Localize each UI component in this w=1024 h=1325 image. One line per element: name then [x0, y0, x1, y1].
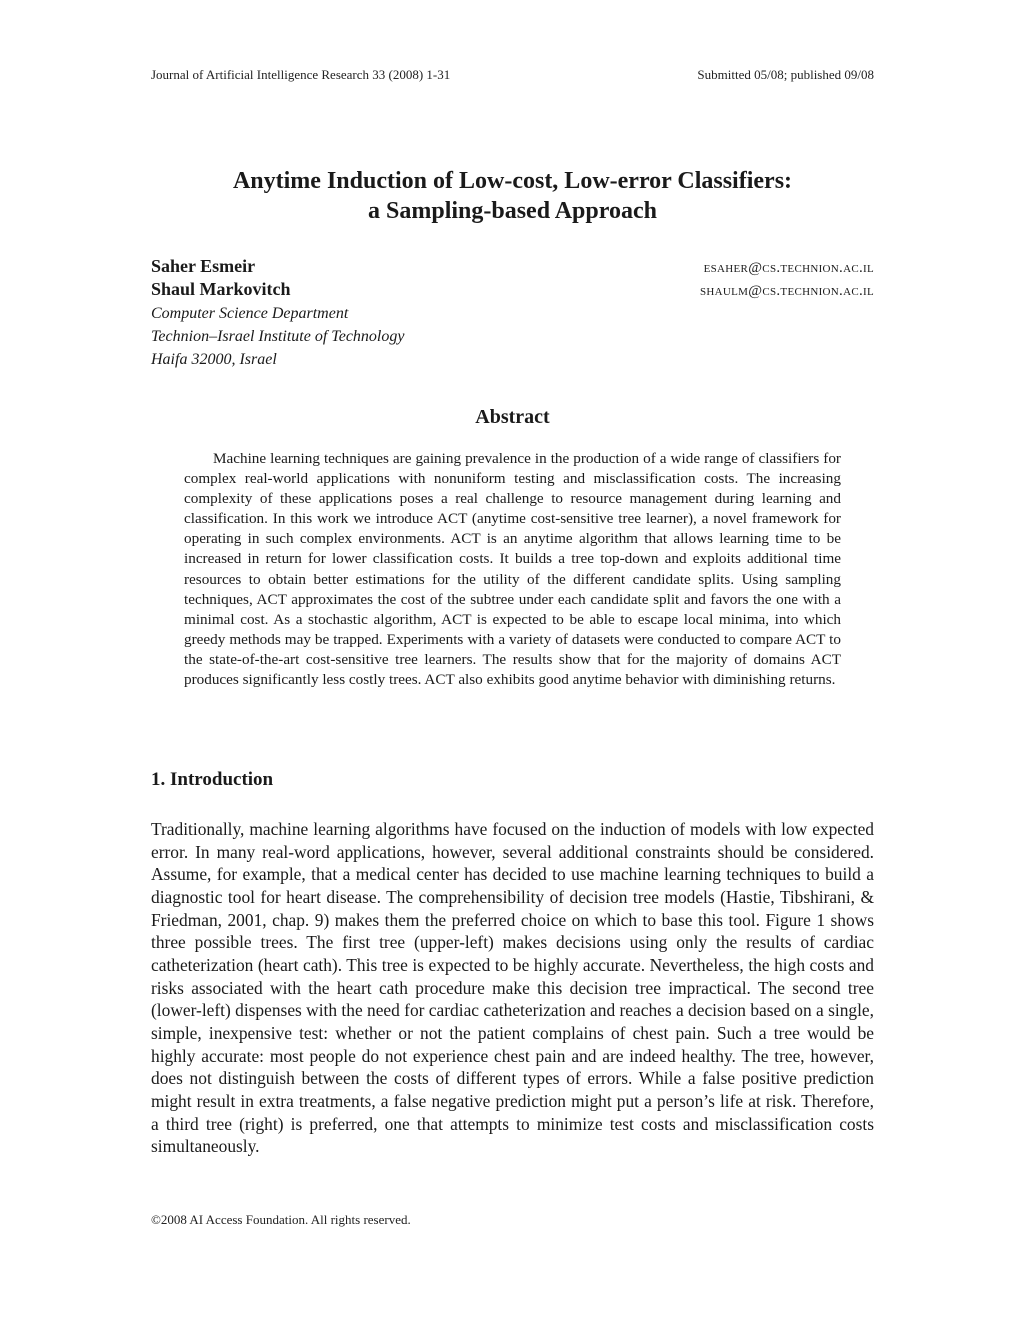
running-head	[151, 67, 874, 83]
author-email: esaher@cs.technion.ac.il	[703, 260, 874, 276]
author-email: shaulm@cs.technion.ac.il	[699, 283, 874, 299]
title-line-1: Anytime Induction of Low-cost, Low-error Classifiers:	[232, 168, 793, 194]
submission-dates: Submitted 05/08; published 09/08	[697, 67, 874, 82]
affiliation-department: Computer Science Department	[151, 305, 349, 322]
author-block	[151, 256, 874, 371]
paper-title	[151, 166, 874, 226]
abstract-text: Machine learning techniques are gaining prevalence in the production of a wide range of classifiers for complex real-world applications with nonuniform testing and misclassification costs. The increasing complexity of these applications poses a real challenge to resource management during learning and classification. In this work we introduce ACT (anytime cost-sensitive tree learner), a novel framework for operating in such complex environments. ACT is an anytime algorithm that allows learning time to be increased in return for lower classification costs. It builds a tree top-down and exploits additional time resources to obtain better estimations for the utility of the different candidate splits. Using sampling techniques, ACT approximates the cost of the subtree under each candidate split and favors the one with a minimal cost. As a stochastic algorithm, ACT is expected to be able to escape local minima, into which greedy methods may be trapped. Experiments with a variety of datasets were conducted to compare ACT to the state-of-the-art cost-sensitive tree learners. The results show that for the majority of domains ACT produces significantly less costly trees. ACT also exhibits good anytime behavior with diminishing returns.	[184, 450, 841, 689]
author-name: Saher Esmeir	[151, 256, 256, 276]
affiliation-institute: Technion–Israel Institute of Technology	[151, 328, 405, 345]
author-row	[151, 279, 874, 302]
abstract-heading: Abstract	[475, 406, 550, 428]
introduction-text: Traditionally, machine learning algorithms have focused on the induction of models with low expected error. In many real-word applications, however, several additional constraints should be considered. Assume, for example, that a medical center has decided to use machine learning techniques to build a diagnostic tool for heart disease. The comprehensibility of decision tree models (Hastie, Tibshirani, & Friedman, 2001, chap. 9) makes them the preferred choice on which to base this tool. Figure 1 shows three possible trees. The first tree (upper-left) makes decisions using only the results of cardiac catheterization (heart cath). This tree is expected to be highly accurate. Nevertheless, the high costs and risks associated with the heart cath procedure make this decision tree impractical. The second tree (lower-left) dispenses with the need for cardiac catheterization and reaches a decision based on a single, simple, inexpensive test: whether or not the patient complains of chest pain. Such a tree would be highly accurate: most people do not experience chest pain and are indeed healthy. The tree, however, does not distinguish between the costs of different types of errors. While a false positive prediction might result in extra treatments, a false negative prediction might put a person’s life at risk. Therefore, a third tree (right) is preferred, one that attempts to minimize test costs and misclassification costs simultaneously.	[151, 819, 874, 1157]
author-row	[151, 256, 874, 279]
author-name: Shaul Markovitch	[151, 279, 291, 299]
section-heading-introduction: 1. Introduction	[151, 769, 274, 790]
copyright-footer: ©2008 AI Access Foundation. All rights reserved.	[151, 1212, 411, 1227]
journal-citation: Journal of Artificial Intelligence Research 33 (2008) 1-31	[151, 67, 451, 82]
affiliation-city: Haifa 32000, Israel	[151, 351, 277, 368]
title-line-2: a Sampling-based Approach	[368, 198, 657, 224]
